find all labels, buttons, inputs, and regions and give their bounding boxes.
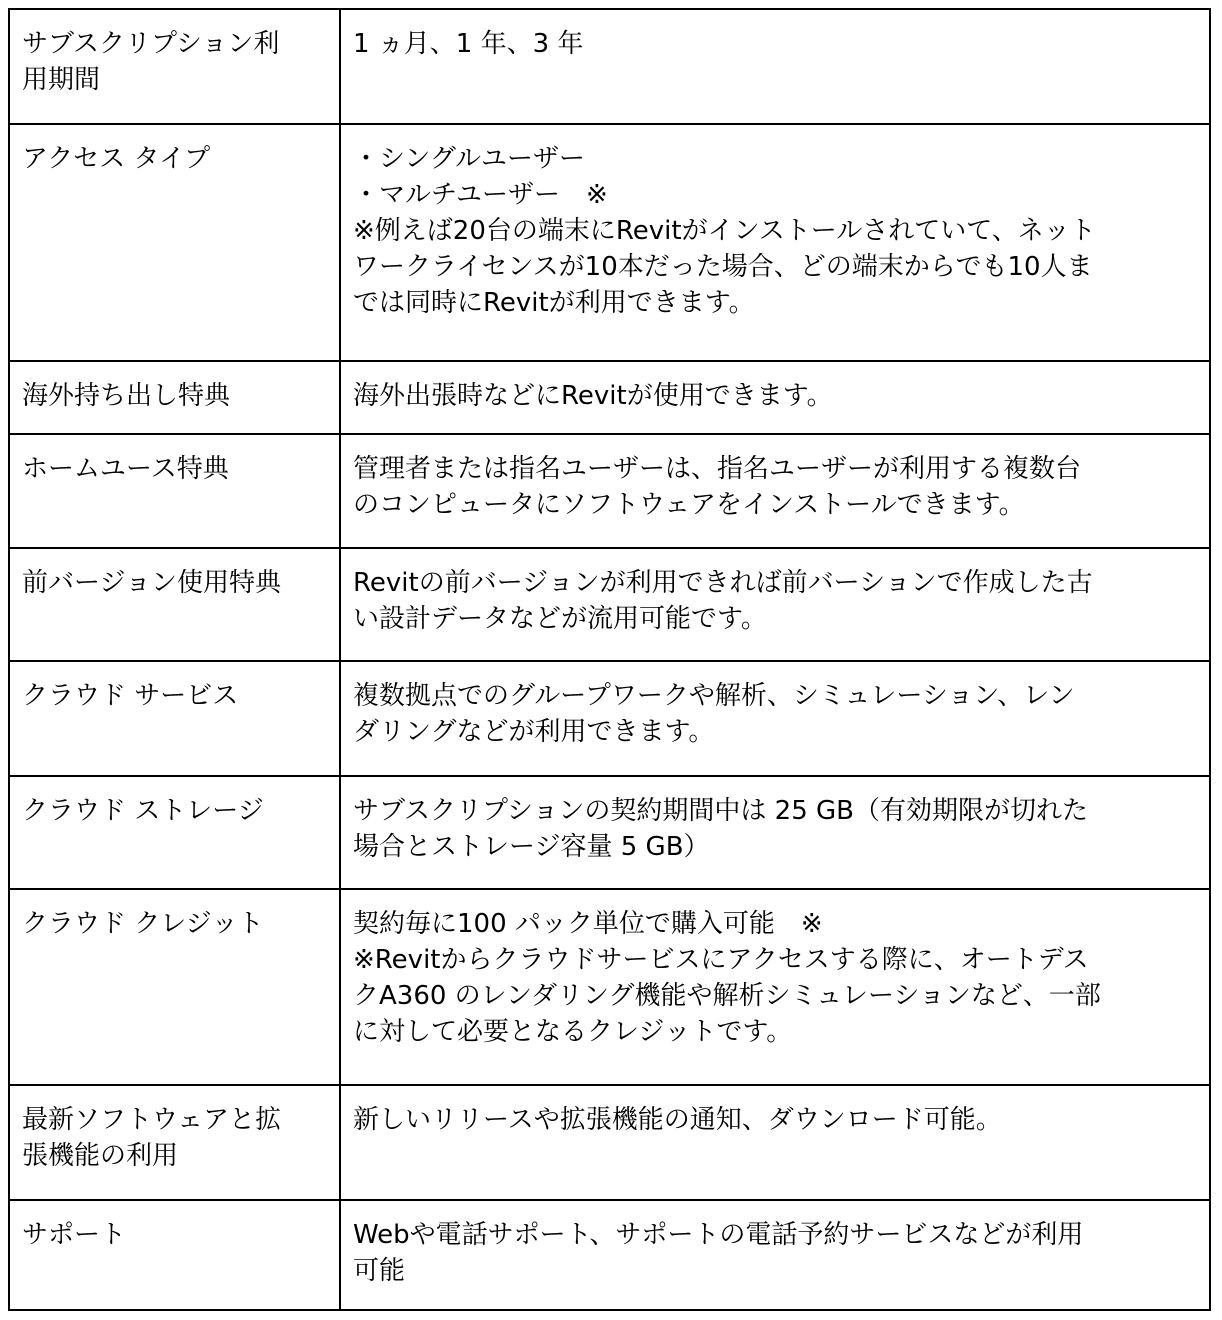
value-line: 場合とストレージ容量 5 GB） [353,832,710,862]
label-line: クラウド ストレージ [22,796,264,826]
value-line: 海外出張時などにRevitが使用できます。 [353,381,833,411]
value-line: に対して必要となるクレジットです。 [353,1017,793,1047]
row-value [340,1200,1210,1310]
table-row [9,776,1210,889]
label-line: 最新ソフトウェアと拡 [22,1105,281,1135]
row-label [9,1085,340,1200]
label-line: サポート [22,1220,127,1250]
label-line: アクセス タイプ [22,144,211,174]
subscription-spec-table [8,8,1211,1311]
value-line: 新しいリリースや拡張機能の通知、ダウンロード可能。 [353,1105,1002,1135]
row-value [340,361,1210,434]
row-value [340,776,1210,889]
table-row [9,9,1210,124]
label-line: 用期間 [22,65,101,95]
label-line: 前バージョン使用特典 [22,568,281,598]
value-line: ・シングルユーザー [353,144,586,174]
value-line: Revitの前バージョンが利用できれば前バーションで作成した古 [353,568,1093,598]
value-line: い設計データなどが流用可能です。 [353,604,767,634]
row-value [340,9,1210,124]
value-line: 1 ヵ月、1 年、3 年 [353,29,584,59]
value-line: ダリングなどが利用できます。 [353,717,715,747]
value-line: ※例えば20台の端末にRevitがインストールされていて、ネット [353,216,1096,246]
value-line: サブスクリプションの契約期間中は 25 GB（有効期限が切れた [353,796,1088,826]
label-line: クラウド サービス [22,681,239,711]
row-value [340,1085,1210,1200]
value-line: 管理者または指名ユーザーは、指名ユーザーが利用する複数台 [353,454,1082,484]
table-row [9,889,1210,1085]
row-label [9,889,340,1085]
table-row [9,124,1210,361]
row-value [340,548,1210,661]
table-row [9,434,1210,548]
row-label [9,776,340,889]
value-line: ワークライセンスが10本だった場合、どの端末からでも10人ま [353,252,1093,282]
label-line: サブスクリプション利 [22,29,280,59]
table-row [9,1200,1210,1310]
table-row [9,1085,1210,1200]
value-line: クA360 のレンダリング機能や解析シミュレーションなど、一部 [353,981,1101,1011]
value-line: では同時にRevitが利用できます。 [353,288,755,318]
value-line: 契約毎に100 パック単位で購入可能 ※ [353,909,823,939]
table-row [9,548,1210,661]
value-line: のコンピュータにソフトウェアをインストールできます。 [353,490,1025,520]
row-label [9,361,340,434]
row-label [9,124,340,361]
table-row [9,661,1210,776]
row-label [9,661,340,776]
value-line: ※Revitからクラウドサービスにアクセスする際に、オートデス [353,945,1089,975]
value-line: Webや電話サポート、サポートの電話予約サービスなどが利用 [353,1220,1084,1250]
row-value [340,124,1210,361]
table-row [9,361,1210,434]
value-line: ・マルチユーザー ※ [353,180,608,210]
label-line: ホームユース特典 [22,454,229,484]
row-label [9,434,340,548]
value-line: 複数拠点でのグループワークや解析、シミュレーション、レン [353,681,1075,711]
row-label [9,1200,340,1310]
label-line: 海外持ち出し特典 [22,381,231,411]
row-label [9,548,340,661]
row-value [340,434,1210,548]
row-value [340,661,1210,776]
row-value [340,889,1210,1085]
row-label [9,9,340,124]
label-line: クラウド クレジット [22,909,264,939]
label-line: 張機能の利用 [22,1141,179,1171]
value-line: 可能 [353,1256,406,1286]
